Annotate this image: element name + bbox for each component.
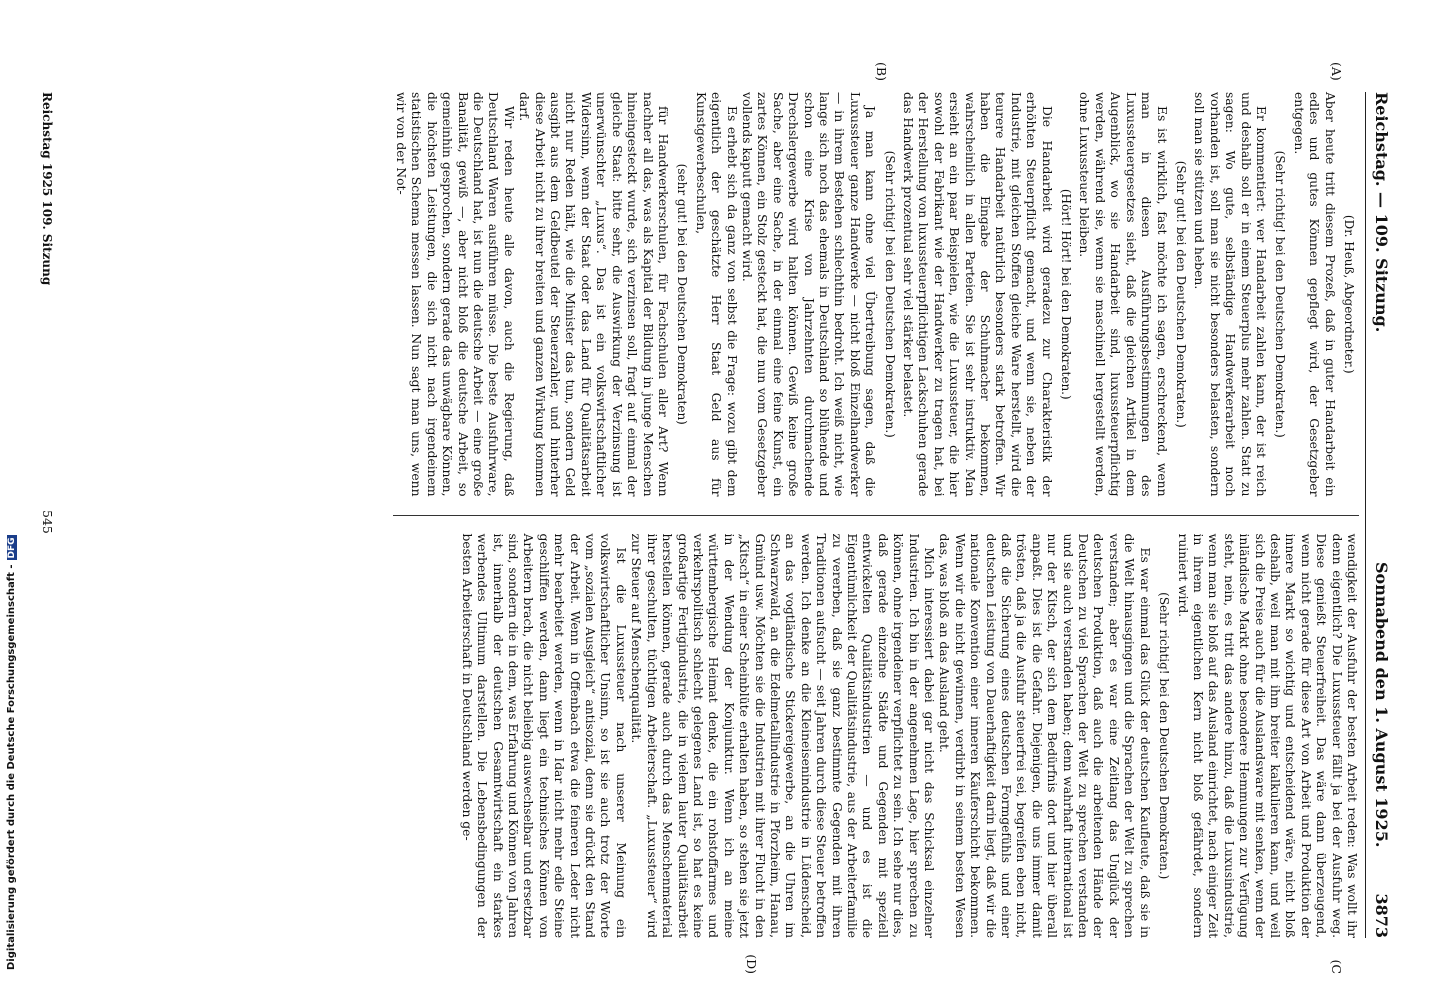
left-column [393, 92, 1359, 497]
footer-page-number: 545 [40, 510, 55, 534]
paragraph: Aber heute tritt diesem Prozeß, daß in guter Handarbeit ein edles und gutes Können gepflegt wird, der Gesetzgeber entgegen. [1291, 92, 1337, 497]
text-columns [393, 62, 1359, 974]
paragraph: wendigkeit der Ausfuhr der besten Arbeit reden: Was wollt ihr denn eigentlich? Die Luxussteuer fällt ja bei der Ausfuhr weg. Diese genießt Steuerfreiheit. Das wäre dann überzeugend, wenn nicht gerade für diese Art von Arbeit und Produktion der innere Markt so wichtig und entscheidend wäre, nicht bloß deshalb, weil man mit ihm breiter kalkulieren kann, und weil sich die Preise auch für die Auslandsware mit senken, wenn der inländische Markt ohne besondere Hemmungen zur Verfügung steht, nein, es tritt das andere hinzu, daß die Luxusindustrie, wenn man sie bloß auf das Ausland einrichtet, nach einiger Zeit in ihrem eigentlichen Kern nicht bloß gefährdet, sondern ruiniert wird. [1175, 533, 1359, 939]
column-divider [393, 515, 1359, 516]
paragraph: Wir reden heute alle davon, auch die Regierung, daß Deutschland Waren ausführen müsse. Die beste Ausfuhrware, die Deutschland hat, ist nun die deutsche Arbeit — eine große Banalität, gewiß —, aber nicht bloß die deutsche Arbeit, so gemeinhin gesprochen, sondern gerade das unwägbare Können, die höchsten Leistungen, die sich nicht nach irgendeinem statistischen Schema messen lassen. Nun sagt man uns, wenn wir von der Not- [394, 92, 516, 497]
paragraph: Mich interessiert dabei gar nicht das Schicksal einzelner Industrien. Ich bin in der angenehmen Lage, hier sprechen zu können, ohne irgendeiner verpflichtet zu sein. Ich sehe nur dies, daß gerade einzelne Städte und Gegenden mit speziell entwickelten Qualitätsindustrien — und es ist die Eigentümlichkeit der Qualitätsindustrie, aus der Arbeiterfamilie zu vererben, daß sie ganz bestimmte Gegenden mit ihren Traditionen aufsucht — seit Jahren durch diese Steuer betroffen werden. Ich denke an die Kleineisenindustrie in Lüdenscheid, an das vogtländische Stickereigewerbe, an die Uhren im Schwarzwald, an die Edelmetallindustrie in Pforzheim, Hanau, Gmünd usw. Möchten sie die Industrien mit ihrer Flucht in den „Kitsch“ in einer Scheinblüte erhalten haben, so stehen sie jetzt in der Wendung der Konjunktur. Wenn ich an meine württembergische Heimat denke, die ein rohstoffarmes und verkehrspolitisch schlecht gelegenes Land ist, so hat es keine großartige Fertigindustrie, die in vielem lauter Qualitätsarbeit herstellen können, gerade auch durch das Menschenmaterial ihrer geschulten, tüchtigen Arbeiterschaft. „Luxussteuer“ wird zur Steuer auf Menschenqualität. [629, 533, 937, 939]
interjection: (sehr gut! bei den Deutschen Demokraten) [675, 163, 690, 425]
footer-signature: Reichstag 1925 109. Sitzung [40, 92, 54, 286]
paragraph: Ist die Luxussteuer nach unserer Meinung ein volkswirtschaftlicher Unsinn, so ist sie auch trotz der Worte vom „sozialen Ausgleich“ antisozial, denn sie drückt den Stand der Arbeit. Wenn in Offenbach etwa die feineren Leder nicht mehr bearbeitet werden, wenn in Idar nicht mehr edle Steine geschliffen werden, dann liegt ein technisches Können von Arbeitern brach, die nicht beliebig auswechselbar und ersetzbar sind, sondern die in dem, was Erfahrung und Können von Jahren ist, innerhalb der deutschen Gesamtwirtschaft ein starkes werbendes Ultimum darstellen. Die Lebensbedingungen der besten Arbeiterschaft in Deutschland werden ge- [459, 533, 628, 939]
interjection: (Sehr richtig! bei den Deutschen Demokraten.) [1273, 150, 1288, 438]
interjection: (Sehr richtig! bei den Deutschen Demokraten.) [1157, 592, 1172, 880]
paragraph: Er kommentiert: wer Handarbeit zahlen kann, der ist reich und deshalb soll er in einem Steuerplus mehr zahlen. Statt zu sagen: Wo gute, selbständige Handwerkerarbeit noch vorhanden ist, soll man sie nicht besonders belasten, sondern soll man sie stützen und heben. [1192, 92, 1268, 497]
paragraph: Es ist wirklich, fast möchte ich sagen, erschreckend, wenn man in diesen Ausführungsbestimmungen des Luxussteuergesetzes sieht, daß die gleichen Artikel in dem Augenblick, wo sie Handarbeit sind, luxussteuerpflichtig werden, während sie, wenn sie maschinell hergestellt werden, ohne Luxussteuer bleiben. [1077, 92, 1169, 497]
dfg-logo: DFG [7, 537, 17, 559]
interjection: (Sehr gut! bei den Deutschen Demokraten.) [1173, 160, 1188, 428]
interjection: (Hört! Hört! bei den Demokraten.) [1059, 188, 1074, 400]
paragraph: Es erhebt sich da ganz von selbst die Frage: wozu gibt dem eigentlich der geschätzte Herr Staat Geld aus für Kunstgewerbeschulen, [693, 92, 739, 497]
margin-marker-a: (A) [1329, 62, 1344, 81]
interjection: (Dr. Heuß, Abgeordneter.) [1342, 214, 1356, 374]
session-title: Reichstag. — 109. Sitzung. [1372, 92, 1391, 333]
running-header [1365, 92, 1400, 938]
session-date: Sonnabend den 1. August 1925. [1372, 562, 1391, 848]
margin-marker-c: (C [1329, 959, 1344, 974]
paragraph: für Handwerkerschulen, für Fachschulen aller Art? Wenn nachher all das, was als Kapital der Bildung in junge Menschen hineingesteckt wurde, sich verzinsen soll, fragt auf einmal der gleiche Staat: bitte sehr, die Auswirkung der Verzinsung ist unerwünschter „Luxus“. Das ist ein volkswirtschaftlicher Widersinn, wenn der Staat oder das Land für Qualitätsarbeit nicht nur Reden hält, wie die Minister das tun, sondern Geld ausgibt aus dem Geldbeutel der Steuerzahler, und hinterher diese Arbeit nicht zu ihrer breiten und ganzen Wirkung kommen darf. [517, 92, 670, 497]
paragraph: Die Handarbeit wird geradezu zur Charakteristik der erhöhten Steuerpflicht gemacht, und wenn sie, neben der Industrie, mit gleichen Stoffen gleiche Ware herstellt, wird die teurere Handarbeit natürlich besonders stark betroffen. Wir haben die Eingabe der Schuhmacher bekommen, wahrscheinlich in allen Parteien. Sie ist sehr instruktiv. Man ersieht an ein paar Beispielen, wie die Luxussteuer, die hier sowohl der Fabrikant wie der Handwerker zu tragen hat, bei der Herstellung von luxussteuerpflichtigen Lackschuhen gerade das Handwerk prozentual sehr viel stärker belastet. [901, 92, 1054, 497]
digitization-credit: Digitalisierung gefördert durch die Deutsche Forschungsgemeinschaft - [6, 564, 17, 970]
margin-marker-d: (D) [744, 954, 759, 974]
interjection: (Sehr richtig! bei den Deutschen Demokraten.) [882, 150, 897, 438]
page-number: 3873 [1372, 893, 1391, 938]
paragraph: Es war einmal das Glück der deutschen Kaufleute, daß sie in die Welt hinausgingen und die Sprachen der Welt zu sprechen verstanden; aber es war eine Zeitlang das Unglück der deutschen Produktion, daß auch die arbeitenden Hände der Deutschen zu viel Sprachen der Welt zu sprechen verstanden und sie auch verstanden haben; denn wahrhaft international ist nur der Kitsch, der sich dem Bedürfnis dort und hier überall anpaßt. Dies ist die Gefahr. Diejenigen, die uns immer damit trösten, daß ja die Ausfuhr steuerfrei sei, begreifen eben nicht, daß die Sicherung eines deutschen Formgefühls und einer deutschen Leistung von Dauerhaftigkeit darin liegt, daß wir die nationale Konvention einer inneren Käuferschicht bekommen. Wenn wir die nicht gewinnen, verdirbt in seinem besten Wesen das, was bloß an das Ausland geht. [937, 533, 1152, 939]
paragraph: Ja man kann ohne viel Übertreibung sagen, daß die Luxussteuer ganze Handwerke — nicht bloß Einzelhandwerker — in ihrem Bestehen schlechthin bedroht. Ich weiß nicht, wie lange sich noch das ehemals in Deutschland so blühende und schon eine Krise von Jahrzehnten durchmachende Drechslergewerbe wird halten können. Gewiß keine große Sache, aber eine Sache, in der einmal eine feine Kunst, ein zartes Können, ein Stolz gesteckt hat, die nun vom Gesetzgeber vollends kaputt gemacht wird. [739, 92, 878, 497]
right-column [393, 534, 1359, 939]
margin-marker-b: (B) [874, 62, 889, 81]
